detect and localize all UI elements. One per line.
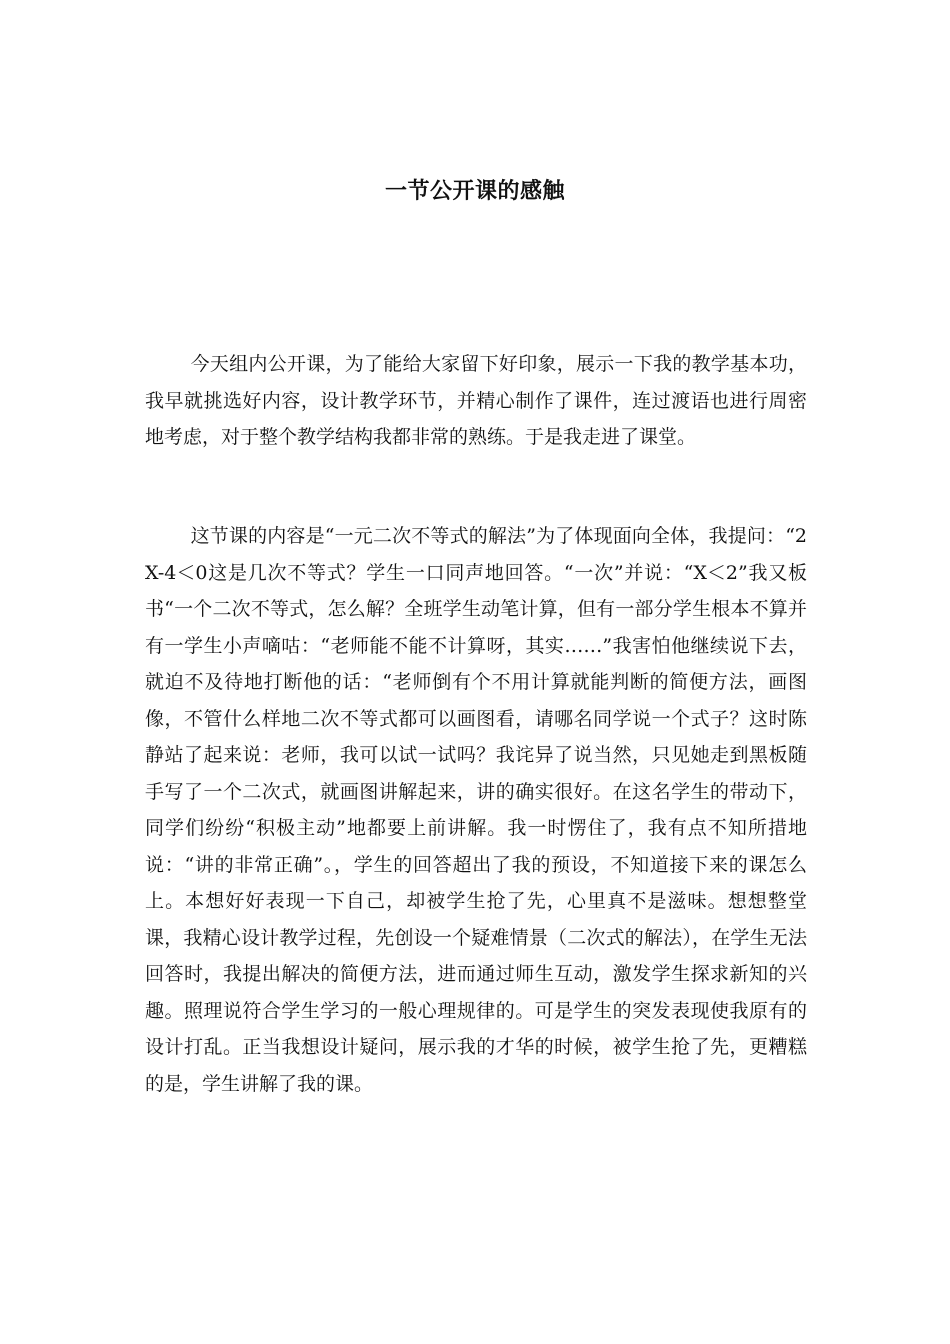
paragraph-lesson-story: 这节课的内容是“一元二次不等式的解法”为了体现面向全体，我提问：“2X-4＜0这是几次不等式？学生一口同声地回答。“一次”并说：“X＜2”我又板书“一个二次不等式，怎么解？全班学生动笔计算，但有一部分学生根本不算并有一学生小声嘀咕：“老师能不能不计算呀，其实……”我害怕他继续说下去，就迫不及待地打断他的话：“老师倒有个不用计算就能判断的简便方法，画图像，不管什么样地二次不等式都可以画图看，请哪名同学说一个式子？这时陈静站了起来说：老师，我可以试一试吗？我诧异了说当然，只见她走到黑板随手写了一个二次式，就画图讲解起来，讲的确实很好。在这名学生的带动下，同学们纷纷“积极主动”地都要上前讲解。我一时愣住了，我有点不知所措地说：“讲的非常正确”。，学生的回答超出了我的预设，不知道接下来的课怎么上。本想好好表现一下自己，却被学生抢了先，心里真不是滋味。想想整堂课，我精心设计教学过程，先创设一个疑难情景（二次式的解法），在学生无法回答时，我提出解决的简便方法，进而通过师生互动，激发学生探求新知的兴趣。照理说符合学生学习的一般心理规律的。可是学生的突发表现使我原有的设计打乱。正当我想设计疑问，展示我的才华的时候，被学生抢了先，更糟糕的是，学生讲解了我的课。	[145, 525, 807, 1095]
document-title: 一节公开课的感触	[384, 179, 565, 204]
paragraph-intro: 今天组内公开课，为了能给大家留下好印象，展示一下我的教学基本功，我早就挑选好内容，设计教学环节，并精心制作了课件，连过渡语也进行周密地考虑，对于整个教学结构我都非常的熟练。于是我走进了课堂。	[145, 353, 807, 448]
